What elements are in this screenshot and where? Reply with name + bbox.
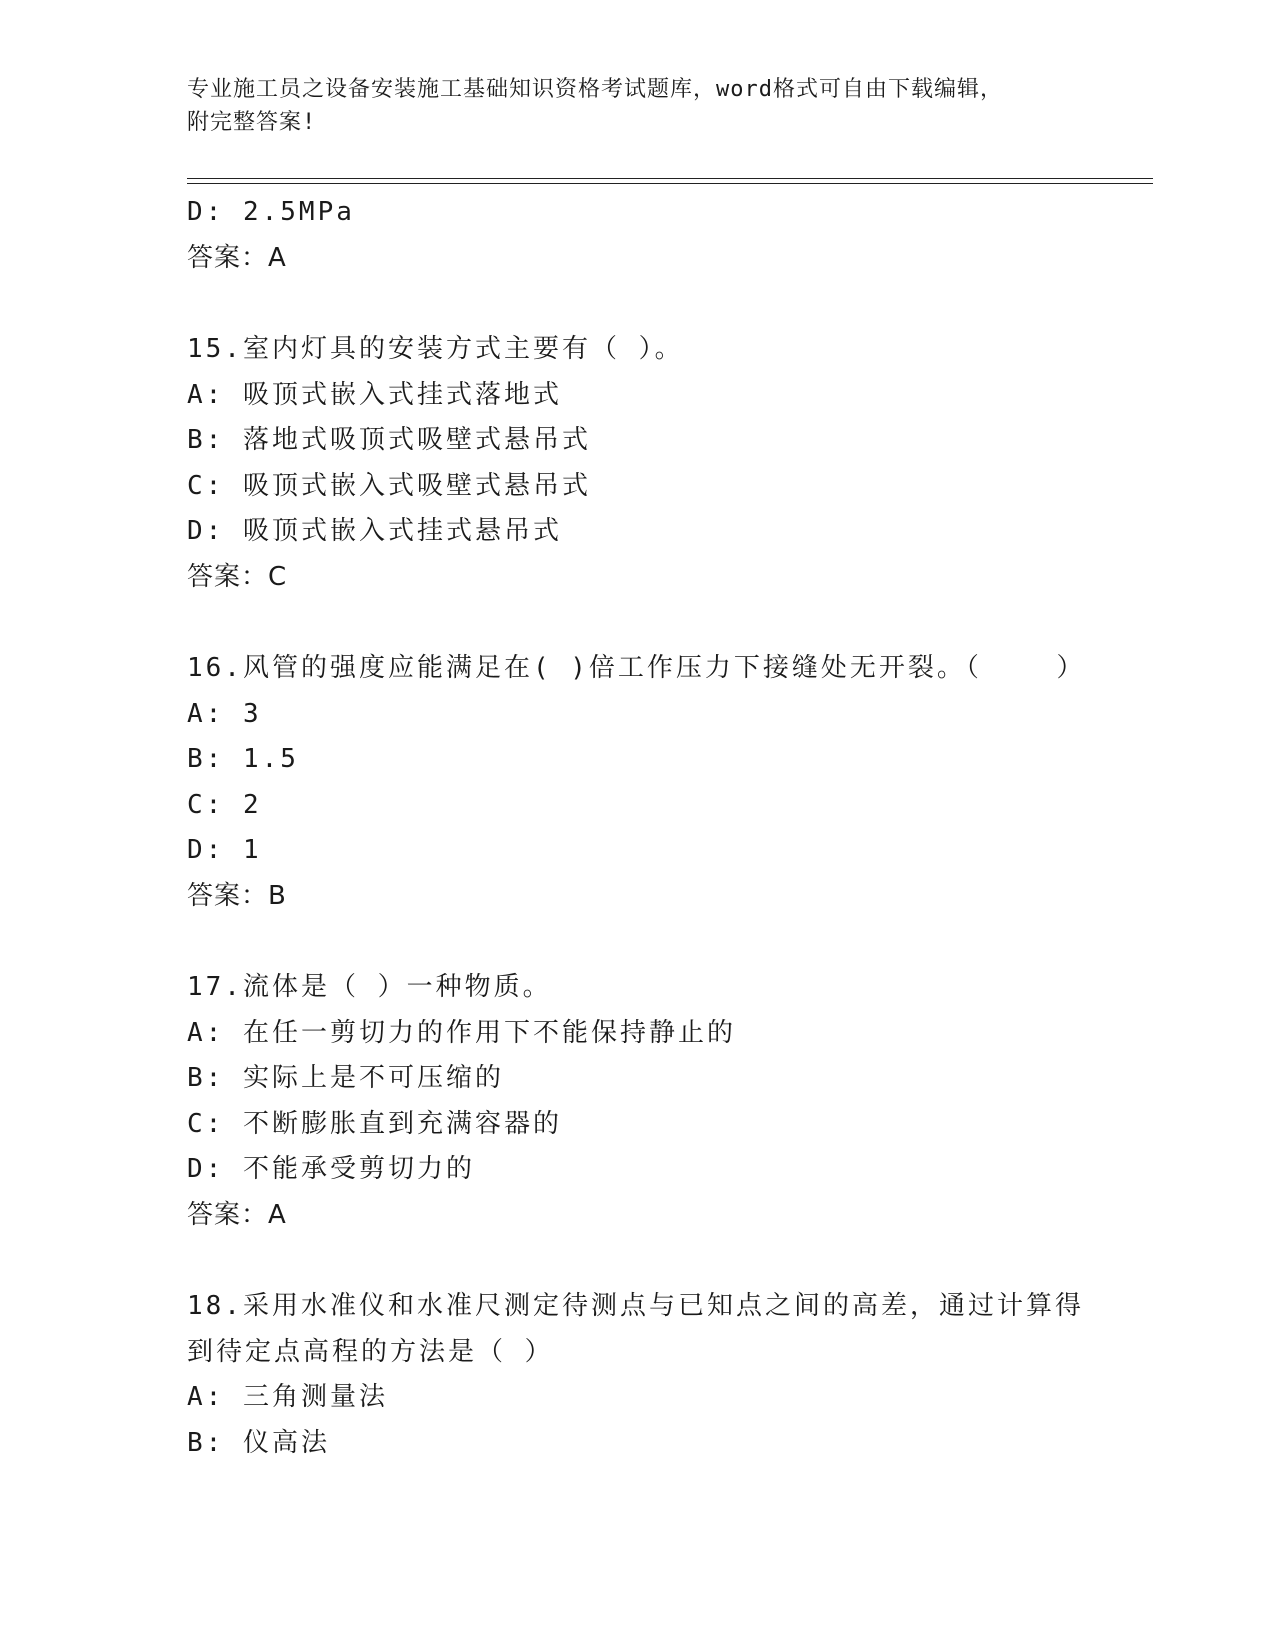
- question-15-answer: 答案：C: [187, 561, 288, 592]
- question-18-stem-line-2: 到待定点高程的方法是（ ）: [187, 1336, 554, 1367]
- question-18-option-a: A: 三角测量法: [187, 1382, 388, 1412]
- document-header: [187, 73, 1087, 139]
- question-15-option-c: C: 吸顶式嵌入式吸壁式悬吊式: [187, 470, 591, 501]
- question-17-option-c: C: 不断膨胀直到充满容器的: [187, 1108, 562, 1139]
- question-15-option-a: A: 吸顶式嵌入式挂式落地式: [187, 379, 562, 410]
- question-16-option-b: B: 1.5: [187, 744, 299, 774]
- question-18-stem-line-1: 18.采用水准仪和水准尺测定待测点与已知点之间的高差，通过计算得: [187, 1291, 1084, 1321]
- question-15-option-d: D: 吸顶式嵌入式挂式悬吊式: [187, 516, 562, 546]
- question-16-option-d: D: 1: [187, 835, 262, 865]
- question-15-stem: 15.室内灯具的安装方式主要有（ ）。: [187, 334, 684, 364]
- question-list: [187, 190, 1127, 1466]
- spacer: [187, 919, 1127, 965]
- spacer: [187, 600, 1127, 646]
- header-divider-top: [187, 178, 1153, 179]
- question-16-stem: 16.风管的强度应能满足在( )倍工作压力下接缝处无开裂。（ ）: [187, 653, 1086, 683]
- question-17-option-b: B: 实际上是不可压缩的: [187, 1063, 504, 1093]
- option-d-prev: D: 2.5MPa: [187, 197, 355, 227]
- question-17-answer: 答案：A: [187, 1199, 287, 1230]
- header-divider-bottom: [187, 183, 1153, 184]
- header-line-2: 附完整答案!: [187, 110, 317, 135]
- question-16-option-a: A: 3: [187, 698, 262, 729]
- question-16-option-c: C: 2: [187, 789, 262, 820]
- question-15-option-b: B: 落地式吸顶式吸壁式悬吊式: [187, 425, 591, 455]
- spacer: [187, 281, 1127, 327]
- question-17-option-a: A: 在任一剪切力的作用下不能保持静止的: [187, 1017, 736, 1048]
- question-16-answer: 答案：B: [187, 880, 287, 911]
- header-line-1: 专业施工员之设备安装施工基础知识资格考试题库，word格式可自由下载编辑，: [187, 77, 1003, 102]
- spacer: [187, 1238, 1127, 1284]
- question-17-option-d: D: 不能承受剪切力的: [187, 1154, 475, 1184]
- answer-prev: 答案：A: [187, 242, 287, 273]
- question-18-option-b: B: 仪高法: [187, 1427, 330, 1458]
- question-17-stem: 17.流体是（ ）一种物质。: [187, 972, 552, 1002]
